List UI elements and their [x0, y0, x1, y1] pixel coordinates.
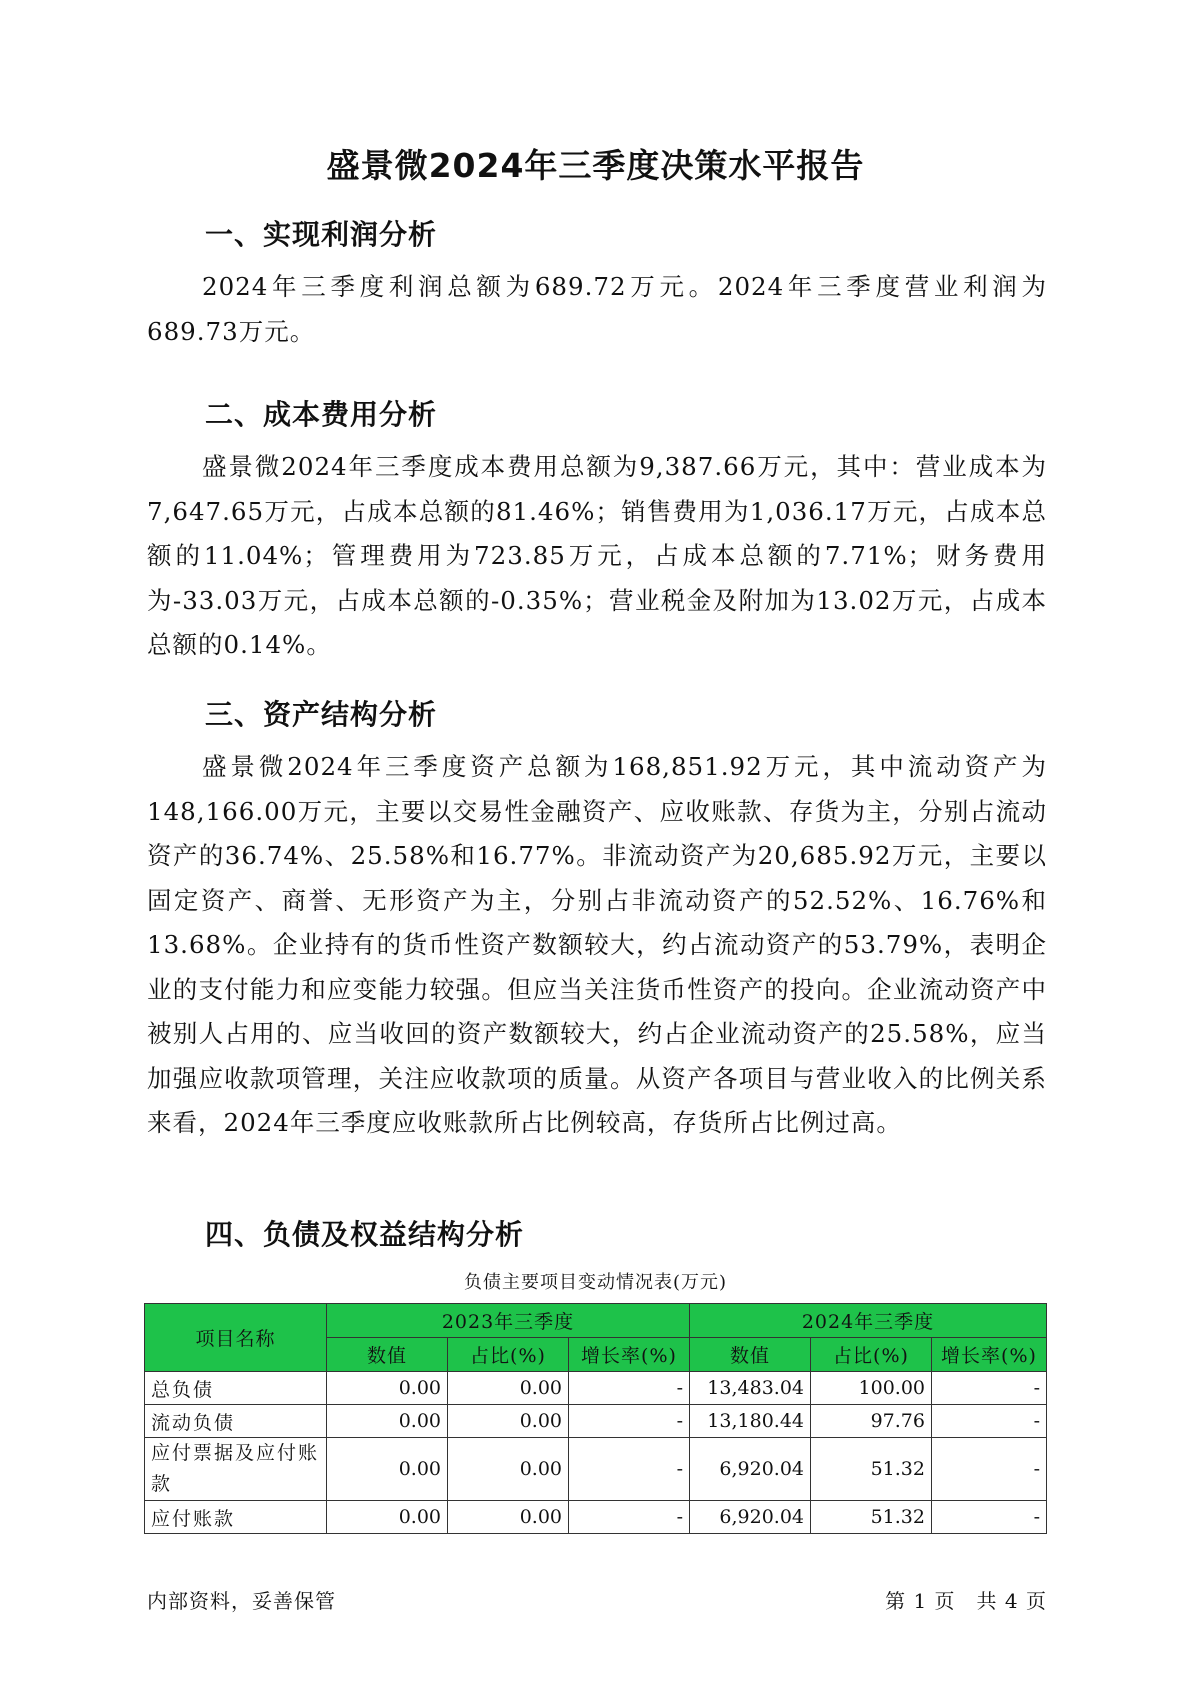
cell-growth-2024: - [932, 1438, 1047, 1501]
cell-growth-2023: - [569, 1438, 690, 1501]
row-name: 总负债 [145, 1372, 327, 1405]
header-ratio-2024: 占比(%) [811, 1338, 932, 1372]
cell-ratio-2023: 0.00 [448, 1501, 569, 1534]
header-growth-2023: 增长率(%) [569, 1338, 690, 1372]
liabilities-table [144, 1303, 1047, 1534]
header-period-2024: 2024年三季度 [690, 1304, 1047, 1338]
page-title: 盛景微2024年三季度决策水平报告 [326, 146, 865, 185]
row-name: 应付账款 [145, 1501, 327, 1534]
cell-ratio-2023: 0.00 [448, 1372, 569, 1405]
row-name: 应付票据及应付账款 [145, 1438, 327, 1501]
cell-growth-2024: - [932, 1405, 1047, 1438]
cell-ratio-2023: 0.00 [448, 1438, 569, 1501]
table-row [145, 1438, 1047, 1501]
section-paragraph-profit: 2024年三季度利润总额为689.72万元。2024年三季度营业利润为689.73万元。 [147, 272, 1047, 346]
cell-growth-2023: - [569, 1372, 690, 1405]
cell-value-2024: 13,483.04 [690, 1372, 811, 1405]
cell-value-2023: 0.00 [327, 1405, 448, 1438]
section-heading-assets: 三、资产结构分析 [205, 698, 438, 731]
footer-confidential-note: 内部资料，妥善保管 [147, 1589, 336, 1613]
cell-growth-2023: - [569, 1501, 690, 1534]
cell-growth-2024: - [932, 1501, 1047, 1534]
row-name: 流动负债 [145, 1405, 327, 1438]
cell-ratio-2024: 100.00 [811, 1372, 932, 1405]
footer-page-number: 第 1 页 共 4 页 [885, 1589, 1047, 1613]
section-heading-profit: 一、实现利润分析 [205, 218, 438, 251]
cell-growth-2024: - [932, 1372, 1047, 1405]
table-row [145, 1405, 1047, 1438]
cell-ratio-2024: 51.32 [811, 1501, 932, 1534]
header-period-2023: 2023年三季度 [327, 1304, 690, 1338]
header-value-2023: 数值 [327, 1338, 448, 1372]
table-caption: 负债主要项目变动情况表(万元) [463, 1272, 728, 1293]
cell-growth-2023: - [569, 1405, 690, 1438]
section-paragraph-cost: 盛景微2024年三季度成本费用总额为9,387.66万元，其中：营业成本为7,647.65万元，占成本总额的81.46%；销售费用为1,036.17万元，占成本总额的11.04%；管理费用为723.85万元，占成本总额的7.71%；财务费用为-33.03万元，占成本总额的-0.35%；营业税金及附加为13.02万元，占成本总额的0.14%。 [147, 452, 1047, 659]
cell-value-2024: 13,180.44 [690, 1405, 811, 1438]
section-paragraph-assets: 盛景微2024年三季度资产总额为168,851.92万元，其中流动资产为148,166.00万元，主要以交易性金融资产、应收账款、存货为主，分别占流动资产的36.74%、25.58%和16.77%。非流动资产为20,685.92万元，主要以固定资产、商誉、无形资产为主，分别占非流动资产的52.52%、16.76%和13.68%。企业持有的货币性资产数额较大，约占流动资产的53.79%，表明企业的支付能力和应变能力较强。但应当关注货币性资产的投向。企业流动资产中被别人占用的、应当收回的资产数额较大，约占企业流动资产的25.58%，应当加强应收款项管理，关注应收款项的质量。从资产各项目与营业收入的比例关系来看，2024年三季度应收账款所占比例较高，存货所占比例过高。 [147, 752, 1047, 1137]
cell-value-2023: 0.00 [327, 1501, 448, 1534]
table-row [145, 1372, 1047, 1405]
header-item-name: 项目名称 [145, 1304, 327, 1372]
section-heading-cost: 二、成本费用分析 [205, 398, 438, 431]
cell-value-2024: 6,920.04 [690, 1501, 811, 1534]
header-ratio-2023: 占比(%) [448, 1338, 569, 1372]
cell-ratio-2024: 51.32 [811, 1438, 932, 1501]
cell-ratio-2024: 97.76 [811, 1405, 932, 1438]
header-growth-2024: 增长率(%) [932, 1338, 1047, 1372]
table-row [145, 1501, 1047, 1534]
cell-ratio-2023: 0.00 [448, 1405, 569, 1438]
cell-value-2023: 0.00 [327, 1372, 448, 1405]
section-heading-liabilities: 四、负债及权益结构分析 [205, 1218, 525, 1251]
cell-value-2024: 6,920.04 [690, 1438, 811, 1501]
cell-value-2023: 0.00 [327, 1438, 448, 1501]
header-value-2024: 数值 [690, 1338, 811, 1372]
